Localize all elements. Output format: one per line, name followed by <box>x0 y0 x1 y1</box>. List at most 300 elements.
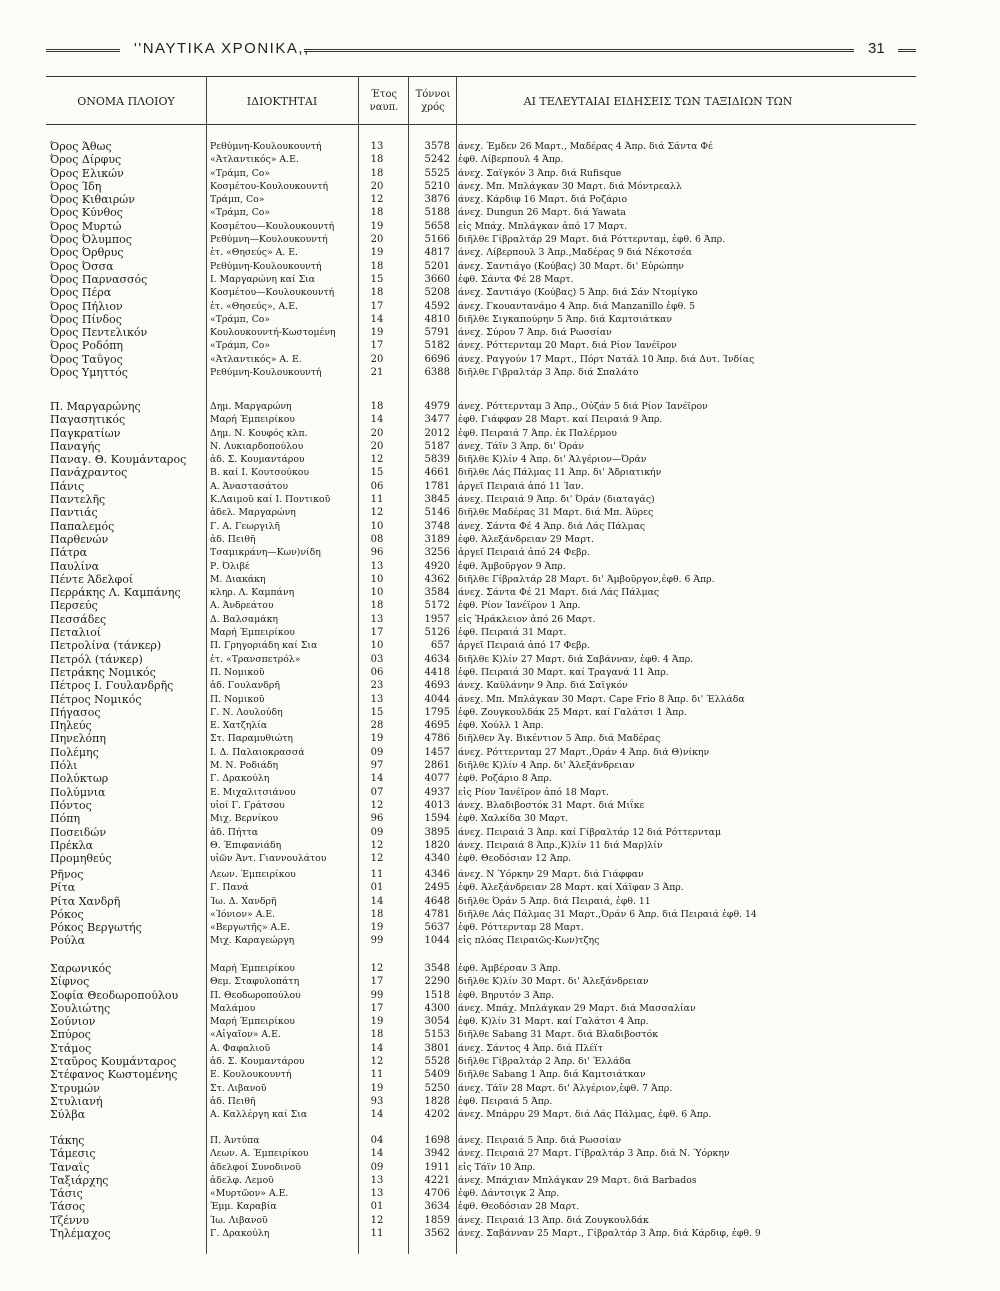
build-year: 18 <box>370 167 384 179</box>
table-row <box>0 934 1000 947</box>
build-year: 11 <box>370 1069 384 1081</box>
latest-news: ἐφθ. Άλεξάνδρειαν 29 Μαρτ. <box>458 533 595 545</box>
table-row <box>0 440 1000 453</box>
tonnage: 4920 <box>424 560 450 572</box>
build-year: 17 <box>370 300 384 312</box>
latest-news: άνεχ. Πειραιά 9 Άπρ. δι' Όράν (διαταγάς) <box>458 494 655 506</box>
ship-name: Σύλβα <box>50 1108 86 1122</box>
ship-name: Όρος Όρθρυς <box>50 246 124 260</box>
table-row <box>0 453 1000 466</box>
tonnage: 5153 <box>424 1029 450 1041</box>
tonnage: 1911 <box>424 1161 450 1173</box>
latest-news: ἐφθ. Άμβέρσαν 3 Άπρ. <box>458 963 561 974</box>
page-number: 31 <box>868 40 885 57</box>
latest-news: άνεχ. Έμδεν 26 Μαρτ., Μαδέρας 4 Άπρ. διά Σάντα Φέ <box>458 141 713 152</box>
ship-name: Τζέννυ <box>50 1213 90 1227</box>
table-row <box>0 746 1000 759</box>
latest-news: διῆλθε Λάς Πάλμας 11 Άπρ. δι' Άδριατικήν <box>458 467 662 479</box>
tonnage: 3748 <box>424 520 450 532</box>
latest-news: άνεχ. Dungun 26 Μαρτ. διά Yawata <box>458 207 626 219</box>
ship-group <box>0 868 1000 948</box>
ship-name: Τάσις <box>50 1187 83 1201</box>
tonnage: 4979 <box>424 401 450 412</box>
owner-name: Π. Θεοδωροπούλου <box>210 989 301 1001</box>
latest-news: άνεχ. Πειραιά 3 Άπρ. καί Γίβραλτάρ 12 διά Ρόττερνταμ <box>458 826 721 838</box>
latest-news: άνεχ. Πειραιά 13 Άπρ. διά Ζουγκουλδάκ <box>458 1214 649 1226</box>
owner-name: Ε. Κουλουκουντή <box>210 1069 292 1081</box>
owner-name: «Αἰγαῖον» Α.Ε. <box>210 1029 281 1041</box>
latest-news: άνεχ. Μπάχιαν Μπλάγκαν 29 Μαρτ. διά Barbados <box>458 1174 697 1186</box>
latest-news: διῆλθε Λάς Πάλμας 31 Μαρτ.,Όράν 6 Άπρ. διά Πειραιά ἐφθ. 14 <box>458 908 757 920</box>
build-year: 12 <box>370 454 384 466</box>
ship-name: Τάμεσις <box>50 1147 96 1161</box>
tonnage: 4418 <box>424 666 450 678</box>
build-year: 18 <box>370 154 384 166</box>
table-row <box>0 180 1000 193</box>
latest-news: άνεχ. Πειραιά 8 Άπρ.,Κ)λίν 11 διά Μαρ)λίν <box>458 839 663 851</box>
latest-news: άνεχ. Πειραιά 27 Μαρτ. Γίβραλτάρ 3 Άπρ. διά Ν. Ύόρκην <box>458 1148 730 1160</box>
build-year: 10 <box>370 587 384 599</box>
tonnage: 4695 <box>424 720 450 732</box>
owner-name: ἑτ. «Θησεύς» Α. Ε. <box>210 247 298 259</box>
build-year: 23 <box>370 680 384 692</box>
build-year: 11 <box>370 1228 384 1240</box>
latest-news: ἐφθ. Σάντα Φέ 28 Μαρτ. <box>458 273 574 285</box>
latest-news: άνεχ. Μπάχ. Μπλάγκαν 29 Μαρτ. διά Μασσαλίαν <box>458 1002 696 1014</box>
owner-name: Α. Άναστασάτου <box>210 480 289 492</box>
build-year: 10 <box>370 520 384 532</box>
latest-news: άνεχ. Γκουαντανάμο 4 Άπρ. διά Manzanillo ἐφθ. 5 <box>458 300 696 312</box>
table-row <box>0 799 1000 812</box>
ship-name: Τηλέμαχος <box>50 1227 111 1241</box>
owner-name: Ι. Δ. Παλαιοκρασσά <box>210 746 305 758</box>
tonnage: 3562 <box>424 1228 450 1240</box>
table-row <box>0 1108 1000 1121</box>
owner-name: Στ. Παραμυθιώτη <box>210 733 293 745</box>
table-row <box>0 719 1000 732</box>
build-year: 09 <box>370 826 384 838</box>
ship-name: Παπαλεμός <box>50 519 115 533</box>
table-row <box>0 286 1000 299</box>
table-row <box>0 1200 1000 1213</box>
tonnage: 5182 <box>424 340 450 352</box>
tonnage: 2861 <box>424 760 450 772</box>
owner-name: Ε. Μιχαλιτσιάνου <box>210 786 296 798</box>
ship-name: Πολύμνια <box>50 785 106 799</box>
latest-news: ἐφθ. Λίβερπουλ 4 Άπρ. <box>458 154 564 166</box>
table-row <box>0 560 1000 573</box>
latest-news: διῆλθε Μαδέρας 31 Μαρτ. διά Μπ. Άϋρες <box>458 507 654 519</box>
col-header-owner: ΙΔΙΟΚΤΗΤΑΙ <box>246 94 318 108</box>
latest-news: άνεχ. Ρόττερνταμ 3 Άπρ., Οὐζάν 5 διά Ρίον Ίανέϊρον <box>458 401 708 412</box>
tonnage: 1781 <box>424 480 450 492</box>
ship-name: Στυλιανή <box>50 1094 103 1108</box>
owner-name: ἀδελ. Μαργαρώνη <box>210 507 296 519</box>
owner-name: Ίω. Δ. Χανδρῆ <box>210 895 277 907</box>
ship-name: Στρυμών <box>50 1081 100 1095</box>
ship-name: Πρέκλα <box>50 838 94 852</box>
owner-name: Μ. Ν. Ροδιάδη <box>210 760 279 772</box>
build-year: 11 <box>370 494 384 506</box>
tonnage: 2495 <box>424 882 450 894</box>
tonnage: 1795 <box>424 706 450 718</box>
tonnage: 1957 <box>424 613 450 625</box>
owner-name: Α. Άνδρεάτου <box>210 600 274 612</box>
table-row <box>0 706 1000 719</box>
table-row <box>0 1227 1000 1240</box>
table-row <box>0 153 1000 166</box>
table-row <box>0 732 1000 745</box>
ship-name: Ρόκος <box>50 907 84 921</box>
tonnage: 5126 <box>424 627 450 639</box>
ship-name: Πήγασος <box>50 705 101 719</box>
table-row <box>0 233 1000 246</box>
latest-news: ἀργεῖ Πειραιά ἀπό 11 Ίαν. <box>458 480 584 492</box>
latest-news: διῆλθεν Άγ. Βικέντιον 5 Άπρ. διά Μαδέρας <box>458 733 661 745</box>
owner-name: Ρ. Όλιβέ <box>210 560 250 572</box>
table-row <box>0 653 1000 666</box>
owner-name: «Τράμπ, Co» <box>210 313 271 325</box>
table-row <box>0 140 1000 153</box>
latest-news: άνεχ. Σάντα Φέ 4 Άπρ. διά Λάς Πάλμας <box>458 520 646 532</box>
tonnage: 4661 <box>424 467 450 479</box>
owner-name: Ε. Χατζηλία <box>210 720 268 732</box>
table-row <box>0 427 1000 440</box>
build-year: 14 <box>370 1042 384 1054</box>
latest-news: ἐφθ. Ρίον Ίανέϊρον 1 Άπρ. <box>458 600 581 612</box>
latest-news: άνεχ. Μπ. Μπλάγκαν 30 Μαρτ. διά Μόντρεαλλ <box>458 180 682 192</box>
latest-news: διῆλθε Κ)λίν 27 Μαρτ. διά Σαβάνναν, ἐφθ. 4 Άπρ. <box>458 653 694 665</box>
tonnage: 3801 <box>424 1042 450 1054</box>
latest-news: διῆλθε Γίβραλτάρ 29 Μαρτ. διά Ρόττερνταμ, ἐφθ. 6 Άπρ. <box>458 234 726 246</box>
ship-name: Πεταλιοί <box>50 626 102 640</box>
build-year: 01 <box>370 1201 384 1213</box>
latest-news: άνεχ. Σάντα Φέ 21 Μαρτ. διά Λάς Πάλμας <box>458 587 660 599</box>
table-row <box>0 1214 1000 1227</box>
table-row <box>0 693 1000 706</box>
latest-news: διῆλθε Γίβραλτάρ 2 Άπρ. δι' Έλλάδα <box>458 1056 632 1068</box>
tonnage: 4346 <box>424 869 450 880</box>
tonnage: 1457 <box>424 746 450 758</box>
build-year: 19 <box>370 1082 384 1094</box>
tonnage: 4937 <box>424 786 450 798</box>
latest-news: διῆλθε Όράν 5 Άπρ. διά Πειραιά, ἐφθ. 11 <box>458 895 651 907</box>
ship-name: Πετράκης Νομικός <box>50 665 156 679</box>
owner-name: Γ. Δρακούλη <box>210 773 270 785</box>
running-head <box>46 40 916 62</box>
build-year: 19 <box>370 1016 384 1028</box>
latest-news: ἐφθ. Πειραιά 30 Μαρτ. καί Τραγανά 11 Άπρ. <box>458 666 669 678</box>
col-header-tons: Τόννοι χρός <box>415 89 451 113</box>
ship-name: Όρος Όλυμπος <box>50 233 132 247</box>
build-year: 12 <box>370 853 384 865</box>
build-year: 19 <box>370 220 384 232</box>
build-year: 14 <box>370 773 384 785</box>
tonnage: 4817 <box>424 247 450 259</box>
build-year: 10 <box>370 640 384 652</box>
latest-news: άνεχ. Καϋλάνην 9 Άπρ. διά Σαϊγκόν <box>458 680 628 692</box>
ship-name: Όρος Δίρφυς <box>50 153 122 167</box>
tonnage: 5187 <box>424 440 450 452</box>
tonnage: 1820 <box>424 839 450 851</box>
owner-name: Δ. Βαλσαμάκη <box>210 613 278 625</box>
build-year: 19 <box>370 733 384 745</box>
table-row <box>0 1068 1000 1081</box>
latest-news: άνεχ. Ραγγούν 17 Μαρτ., Πόρτ Νατάλ 10 Άπρ. διά Δυτ. Ίνδίας <box>458 353 755 365</box>
owner-name: Έμμ. Καραβία <box>210 1201 277 1213</box>
table-row <box>0 881 1000 894</box>
ship-name: Όρος Πέρα <box>50 286 112 300</box>
table-row <box>0 1028 1000 1041</box>
tonnage: 5658 <box>424 220 450 232</box>
owner-name: Κοσμέτου—Κουλουκουντή <box>210 220 335 232</box>
table-row <box>0 246 1000 259</box>
table-row <box>0 1161 1000 1174</box>
tonnage: 5166 <box>424 234 450 246</box>
table-row <box>0 626 1000 639</box>
build-year: 15 <box>370 706 384 718</box>
ship-name: Πόντος <box>50 798 92 812</box>
ship-name: Πηλεύς <box>50 719 92 733</box>
table-row <box>0 772 1000 785</box>
ship-name: Παναγής <box>50 439 101 453</box>
build-year: 12 <box>370 1056 384 1068</box>
ship-name: Όρος Πίνδος <box>50 312 122 326</box>
latest-news: διῆλθε Sabang 31 Μαρτ. διά Βλαδιβοστόκ <box>458 1029 659 1041</box>
ship-name: Παντελῆς <box>50 493 106 507</box>
ship-name: Ποσειδών <box>50 825 107 839</box>
build-year: 20 <box>370 234 384 246</box>
owner-name: ἀδ. Σ. Κουμαντάρου <box>210 454 305 466</box>
ship-name: Πέτρος Ι. Γουλανδρῆς <box>50 679 174 693</box>
tonnage: 2012 <box>424 427 450 439</box>
owner-name: Π. Νομικοῦ <box>210 693 265 705</box>
latest-news: άνεχ. Λίβερπουλ 3 Άπρ.,Μαδέρας 9 διά Νέκοτσέα <box>458 247 692 259</box>
latest-news: ἐφθ. Θεοδόσιαν 28 Μαρτ. <box>458 1201 580 1213</box>
latest-news: ἐφθ. Χούλλ 1 Άπρ. <box>458 720 544 732</box>
col-header-ship: ΟΝΟΜΑ ΠΛΟΙΟΥ <box>77 94 175 108</box>
build-year: 21 <box>370 367 384 379</box>
latest-news: διῆλθε Κ)λίν 30 Μαρτ. δι' Άλεξάνδρειαν <box>458 976 649 988</box>
ship-name: Όρος Ταΰγος <box>50 352 123 366</box>
tonnage: 5146 <box>424 507 450 519</box>
owner-name: «Τράμπ, Co» <box>210 167 271 179</box>
tonnage: 4362 <box>424 573 450 585</box>
owner-name: Α. Καλλέργη καί Σια <box>210 1109 308 1121</box>
table-row <box>0 533 1000 546</box>
owner-name: Π. Άντύπα <box>210 1135 260 1146</box>
table-row <box>0 1055 1000 1068</box>
ship-name: Σούνιον <box>50 1015 96 1029</box>
build-year: 17 <box>370 340 384 352</box>
build-year: 12 <box>370 799 384 811</box>
table-row <box>0 366 1000 379</box>
owner-name: ἑτ. «Θησεύς», Α.Ε. <box>210 300 298 312</box>
table-row <box>0 666 1000 679</box>
build-year: 12 <box>370 1214 384 1226</box>
ship-name: Ρούλα <box>50 934 86 948</box>
latest-news: άνεχ. Σαβάνναν 25 Μαρτ., Γίβραλτάρ 3 Άπρ. διά Κάρδιφ, ἐφθ. 9 <box>458 1228 761 1240</box>
table-row <box>0 167 1000 180</box>
owner-name: υἱοί Γ. Γράτσου <box>210 799 285 811</box>
build-year: 20 <box>370 440 384 452</box>
table-row <box>0 493 1000 506</box>
table-row <box>0 975 1000 988</box>
build-year: 15 <box>370 467 384 479</box>
table-row <box>0 1187 1000 1200</box>
tonnage: 3876 <box>424 194 450 206</box>
table-row <box>0 839 1000 852</box>
tonnage: 4781 <box>424 908 450 920</box>
table-row <box>0 1095 1000 1108</box>
ship-name: Όρος Υμηττός <box>50 366 128 380</box>
tonnage: 4634 <box>424 653 450 665</box>
tonnage: 6696 <box>424 353 450 365</box>
ship-name: Παναγ. Θ. Κουμάνταρος <box>50 453 187 467</box>
owner-name: «Μυρτῶον» Α.Ε. <box>210 1188 289 1200</box>
table-row <box>0 413 1000 426</box>
build-year: 18 <box>370 908 384 920</box>
tonnage: 5201 <box>424 260 450 272</box>
build-year: 13 <box>370 613 384 625</box>
build-year: 19 <box>370 247 384 259</box>
ship-name: Ταξιάρχης <box>50 1173 109 1187</box>
owner-name: ἀδ. Γουλανδρῆ <box>210 680 280 692</box>
table-row <box>0 573 1000 586</box>
build-year: 04 <box>370 1135 384 1146</box>
build-year: 10 <box>370 573 384 585</box>
latest-news: άνεχ. Πειραιά 5 Άπρ. διά Ρωσσίαν <box>458 1135 622 1146</box>
latest-news: άνεχ. Κάρδιφ 16 Μαρτ. διά Ροζάριο <box>458 194 628 206</box>
build-year: 17 <box>370 627 384 639</box>
latest-news: άνεχ. Σαντιάγο (Κούβας) 5 Άπρ. διά Σάν Ντομίγκο <box>458 287 698 299</box>
tonnage: 6388 <box>424 367 450 379</box>
owner-name: ἀδ. Πήττα <box>210 826 259 838</box>
owner-name: Μαρή Έμπειρίκου <box>210 963 295 974</box>
table-row <box>0 1134 1000 1147</box>
build-year: 13 <box>370 141 384 152</box>
ship-name: Όρος Κύνθος <box>50 206 123 220</box>
latest-news: άνεχ. Βλαδιβοστόκ 31 Μαρτ. διά Μιΐκε <box>458 799 645 811</box>
build-year: 12 <box>370 839 384 851</box>
ship-name: Ταναΐς <box>50 1160 90 1174</box>
build-year: 28 <box>370 720 384 732</box>
ship-name: Πολύκτωρ <box>50 772 109 786</box>
tonnage: 4202 <box>424 1109 450 1121</box>
header-bottom-rule <box>46 124 916 125</box>
table-row <box>0 480 1000 493</box>
ship-name: Πετρόλ (τάνκερ) <box>50 652 143 666</box>
build-year: 14 <box>370 1109 384 1121</box>
tonnage: 3895 <box>424 826 450 838</box>
latest-news: ἐφθ. Ζουγκουλδάκ 25 Μαρτ. καί Γαλάτσι 1 Άπρ. <box>458 706 687 718</box>
tonnage: 4013 <box>424 799 450 811</box>
latest-news: διῆλθε Sabang 1 Άπρ. διά Καμτσιάτκαν <box>458 1069 646 1081</box>
ship-name: Όρος Ίδη <box>50 179 102 193</box>
owner-name: Ι. Μαργαρώνη καί Σια <box>210 273 316 285</box>
owner-name: Γ. Πανά <box>210 882 249 894</box>
tonnage: 3548 <box>424 963 450 974</box>
tonnage: 4648 <box>424 895 450 907</box>
tonnage: 4706 <box>424 1188 450 1200</box>
owner-name: Ρεθύμνη-Κουλουκουντή <box>210 260 322 272</box>
tonnage: 5791 <box>424 327 450 339</box>
tonnage: 1518 <box>424 989 450 1001</box>
ship-group <box>0 962 1000 1122</box>
col-header-news: ΑΙ ΤΕΛΕΥΤΑΙΑΙ ΕΙΔΗΣΕΙΣ ΤΩΝ ΤΑΞΙΔΙΩΝ ΤΩΝ <box>523 94 793 108</box>
latest-news: εἰς Μπάχ. Μπλάγκαν ἀπό 17 Μαρτ. <box>458 220 628 232</box>
latest-news: άνεχ. Ρόττερνταμ 20 Μαρτ. διά Ρίον Ίανέϊρον <box>458 340 677 352</box>
latest-news: ἐφθ. Πειραιά 31 Μαρτ. <box>458 627 567 639</box>
ship-name: Σταῦρος Κουμάνταρος <box>50 1055 177 1069</box>
ship-name: Πέντε Άδελφοί <box>50 572 134 586</box>
owner-name: Μιχ. Βερνίκου <box>210 813 279 825</box>
ship-name: Παυλίνα <box>50 559 100 573</box>
latest-news: ἐφθ. Άμβοῦργον 9 Άπρ. <box>458 560 566 572</box>
table-row <box>0 812 1000 825</box>
table-top-rule <box>46 76 916 77</box>
ship-name: Ρίτα <box>50 881 76 895</box>
owner-name: ἀδ. Πειθῆ <box>210 1095 256 1107</box>
latest-news: διῆλθε Κ)λίν 4 Άπρ. δι' Άλεξάνδρειαν <box>458 760 635 772</box>
tonnage: 3477 <box>424 414 450 426</box>
table-row <box>0 546 1000 559</box>
tonnage: 3189 <box>424 533 450 545</box>
tonnage: 3634 <box>424 1201 450 1213</box>
latest-news: άνεχ. Ρόττερνταμ 27 Μαρτ.,Όράν 4 Άπρ. διά Θ)νίκην <box>458 746 710 758</box>
ship-name: Ρῆνος <box>50 868 84 881</box>
latest-news: ἀργεῖ Πειραιά ἀπό 17 Φεβρ. <box>458 640 590 652</box>
tonnage: 5172 <box>424 600 450 612</box>
table-row <box>0 586 1000 599</box>
tonnage: 4077 <box>424 773 450 785</box>
build-year: 96 <box>370 547 384 559</box>
owner-name: Μαρή Έμπειρίκου <box>210 627 295 639</box>
table-row <box>0 273 1000 286</box>
build-year: 14 <box>370 313 384 325</box>
latest-news: ἐφθ. Ροζάριο 8 Άπρ. <box>458 773 552 785</box>
ship-name: Προμηθεύς <box>50 852 112 866</box>
owner-name: Ρεθύμνη-Κουλουκουντή <box>210 367 322 379</box>
build-year: 17 <box>370 976 384 988</box>
tonnage: 3578 <box>424 141 450 152</box>
build-year: 14 <box>370 895 384 907</box>
owner-name: «Τράμπ, Co» <box>210 340 271 352</box>
ship-name: Σοφία Θεοδωροπούλου <box>50 988 179 1002</box>
table-row <box>0 826 1000 839</box>
latest-news: ἐφθ. Βηρυτόν 3 Άπρ. <box>458 989 554 1001</box>
build-year: 07 <box>370 786 384 798</box>
build-year: 19 <box>370 922 384 934</box>
ship-name: Περράκης Λ. Καμπάνης <box>50 586 181 600</box>
ship-name: Πόπη <box>50 812 81 826</box>
table-row <box>0 193 1000 206</box>
ship-name: Πεσσάδες <box>50 612 107 626</box>
owner-name: «Βεργωτῆς» Α.Ε. <box>210 922 290 934</box>
owner-name: Κουλουκουντή-Κωστομένη <box>210 327 336 339</box>
tonnage: 1828 <box>424 1095 450 1107</box>
table-row <box>0 260 1000 273</box>
table-row <box>0 313 1000 326</box>
latest-news: άνεχ. Σαντιάγο (Κούβας) 30 Μαρτ. δι' Εὐρώπην <box>458 260 684 272</box>
ship-name: Όρος Ροδόπη <box>50 339 124 353</box>
latest-news: ἐφθ. Χαλκίδα 30 Μαρτ. <box>458 813 569 825</box>
tonnage: 5210 <box>424 180 450 192</box>
latest-news: ἀργεῖ Πειραιά ἀπό 24 Φεβρ. <box>458 547 590 559</box>
build-year: 13 <box>370 1188 384 1200</box>
table-row <box>0 639 1000 652</box>
table-row <box>0 1147 1000 1160</box>
